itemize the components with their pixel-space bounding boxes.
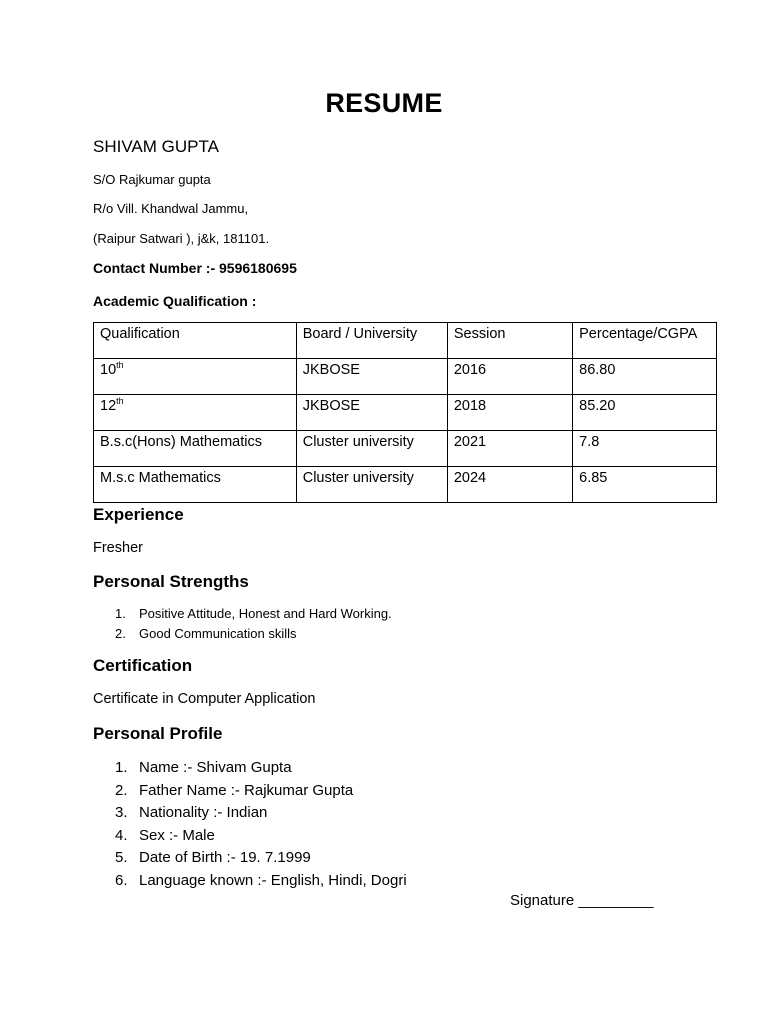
cell-score: 6.85: [573, 467, 717, 503]
address-line-1: S/O Rajkumar gupta: [93, 172, 211, 187]
table-row: [94, 395, 717, 431]
cell-session: 2024: [447, 467, 572, 503]
list-item: [93, 625, 392, 645]
list-text: Name :- Shivam Gupta: [139, 759, 292, 776]
header-qualification: Qualification: [94, 323, 297, 359]
list-number: 6.: [115, 871, 128, 889]
list-text: Nationality :- Indian: [139, 804, 268, 821]
list-text: Positive Attitude, Honest and Hard Working.: [139, 606, 392, 621]
address-line-2: R/o Vill. Khandwal Jammu,: [93, 201, 249, 216]
list-text: Language known :- English, Hindi, Dogri: [139, 871, 407, 889]
cell-board: JKBOSE: [296, 395, 447, 431]
list-number: 2.: [115, 626, 126, 641]
header-score: Percentage/CGPA: [573, 323, 717, 359]
table-row: [94, 359, 717, 395]
table-row: [94, 467, 717, 503]
list-text: Father Name :- Rajkumar Gupta: [139, 781, 354, 799]
cell-qualification: M.s.c Mathematics: [94, 467, 297, 503]
header-board: Board / University: [296, 323, 447, 359]
table-row: [94, 431, 717, 467]
experience-text: Fresher: [93, 540, 143, 556]
list-number: 4.: [115, 826, 128, 844]
list-number: 1.: [115, 759, 128, 776]
strengths-list: [93, 605, 392, 645]
cell-qualification: 10th: [94, 359, 297, 395]
experience-heading: Experience: [93, 505, 184, 524]
cell-qualification: 12th: [94, 395, 297, 431]
cell-session: 2021: [447, 431, 572, 467]
address-line-3: (Raipur Satwari ), j&k, 181101.: [93, 231, 270, 246]
certification-text: Certificate in Computer Application: [93, 691, 316, 707]
list-number: 1.: [115, 606, 126, 621]
cell-session: 2016: [447, 359, 572, 395]
cell-qualification: B.s.c(Hons) Mathematics: [94, 431, 297, 467]
cell-score: 86.80: [573, 359, 717, 395]
list-number: 3.: [115, 804, 128, 821]
cell-board: Cluster university: [296, 431, 447, 467]
profile-list: [93, 758, 407, 893]
cell-score: 85.20: [573, 395, 717, 431]
profile-heading: Personal Profile: [93, 724, 223, 743]
list-item: [93, 848, 407, 871]
list-number: 5.: [115, 849, 128, 866]
list-number: 2.: [115, 781, 128, 799]
cell-board: Cluster university: [296, 467, 447, 503]
candidate-name: SHIVAM GUPTA: [93, 137, 219, 156]
table-header-row: [94, 323, 717, 359]
contact-number: Contact Number :- 9596180695: [93, 260, 297, 276]
cell-session: 2018: [447, 395, 572, 431]
cell-board: JKBOSE: [296, 359, 447, 395]
header-session: Session: [447, 323, 572, 359]
list-item: [93, 605, 392, 625]
signature-line: Signature _________: [510, 892, 654, 909]
academic-heading: Academic Qualification :: [93, 293, 257, 309]
document-title: RESUME: [325, 88, 443, 118]
strengths-heading: Personal Strengths: [93, 572, 249, 591]
list-text: Sex :- Male: [139, 826, 215, 844]
list-text: Date of Birth :- 19. 7.1999: [139, 849, 311, 866]
cell-score: 7.8: [573, 431, 717, 467]
list-item: [93, 871, 407, 894]
certification-heading: Certification: [93, 656, 193, 675]
list-text: Good Communication skills: [139, 626, 297, 641]
qualification-table: [93, 322, 717, 503]
list-item: [93, 803, 407, 826]
list-item: [93, 826, 407, 849]
list-item: [93, 781, 407, 804]
list-item: [93, 758, 407, 781]
